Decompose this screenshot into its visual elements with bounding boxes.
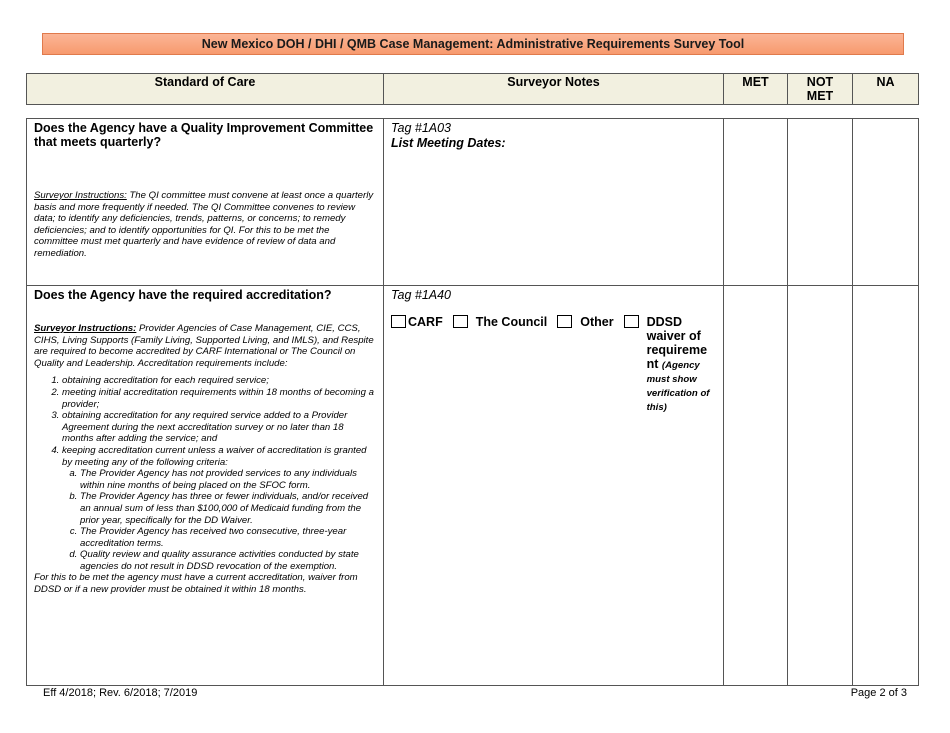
survey-table [26, 118, 919, 686]
council-option[interactable]: The Council [453, 315, 548, 329]
notes-cell-accreditation[interactable] [384, 286, 724, 686]
surveyor-instructions-accreditation: Surveyor Instructions: Provider Agencies of Case Management, CIE, CCS, CIHS, Living Supports (Family Living, Supported Living, and IMLS), and Respite are required to become accredited by CARF International or The Council on Quality and Leadership. Accreditation requirements include: [34, 323, 374, 369]
table-row [27, 286, 919, 686]
list-item: a. The Provider Agency has not provided services to any individuals within nine months of being placed on the SFOC form. [80, 468, 376, 491]
table-row [27, 119, 919, 286]
list-item: c. The Provider Agency has received two consecutive, three-year accreditation terms. [80, 526, 376, 549]
accreditation-options [385, 315, 722, 413]
header-not-met: NOT MET [788, 74, 853, 105]
na-cell-qi[interactable] [853, 119, 919, 286]
header-surveyor-notes: Surveyor Notes [384, 74, 724, 105]
list-item: 2. meeting initial accreditation requirements within 18 months of becoming a provider; [62, 387, 376, 410]
not-met-cell-accreditation[interactable] [788, 286, 853, 686]
surveyor-instructions-qi: Surveyor Instructions: The QI committee must convene at least once a quarterly basis and more frequently if needed. The QI Committee convenes to review data; to identify any deficiencies, trends, patterns, or concerns; to remedy deficiencies; and to identify opportunities for QI. For this to be met the committee must met quarterly and have evidence of review of data and remediation. [34, 190, 374, 259]
met-cell-qi[interactable] [724, 119, 788, 286]
met-cell-accreditation[interactable] [724, 286, 788, 686]
footer-page-number: Page 2 of 3 [850, 687, 907, 699]
accreditation-closing-text: For this to be met the agency must have a current accreditation, waiver from DDSD or if a new provider must be obtained it within 18 months. [34, 572, 358, 596]
ddsd-verification-note: (Agency must show verification of this) [646, 360, 710, 413]
standard-cell-accreditation [27, 286, 384, 686]
list-item: 1. obtaining accreditation for each required service; [62, 375, 376, 387]
list-item: 4. keeping accreditation current unless a waiver of accreditation is granted by meeting any of the following criteria: a. The Provider Agency has not provided services to any individuals within nine months of being placed on the SFOC form. b. The Provider Agency has three or fewer individuals, and/or received an annual sum of less than $100,000 of Medicaid funding from the prior year, specifically for the DD Waiver. c. The Provider Agency has received two consecutive, three-year accreditation terms. d. Quality review and quality assurance activities conducted by state agencies do not result in DDSD revocation of the exemption. [62, 445, 376, 573]
council-checkbox[interactable] [453, 315, 468, 328]
header-na: NA [853, 74, 919, 105]
other-checkbox[interactable] [557, 315, 572, 328]
column-header-table [26, 73, 919, 105]
header-standard-of-care: Standard of Care [27, 74, 384, 105]
tag-1a40: Tag #1A40 [391, 288, 452, 302]
not-met-cell-qi[interactable] [788, 119, 853, 286]
tag-1a03: Tag #1A03 [391, 121, 452, 135]
list-item: 3. obtaining accreditation for any required service added to a Provider Agreement during the next accreditation survey or no later than 18 months after adding the service; and [62, 410, 376, 445]
notes-cell-qi-committee[interactable] [384, 119, 724, 286]
question-accreditation: Does the Agency have the required accreditation? [34, 288, 332, 302]
question-qi-committee: Does the Agency have a Quality Improvement Committee that meets quarterly? [34, 121, 374, 149]
document-title-banner: New Mexico DOH / DHI / QMB Case Management: Administrative Requirements Survey Tool [42, 33, 904, 55]
carf-checkbox[interactable] [391, 315, 406, 328]
ddsd-checkbox[interactable] [624, 315, 639, 328]
list-item: b. The Provider Agency has three or fewer individuals, and/or received an annual sum of less than $100,000 of Medicaid funding from the prior year, specifically for the DD Waiver. [80, 491, 376, 526]
list-meeting-dates-label: List Meeting Dates: [391, 136, 506, 150]
ddsd-waiver-option[interactable] [624, 315, 713, 413]
footer-revision: Eff 4/2018; Rev. 6/2018; 7/2019 [43, 687, 198, 699]
ddsd-waiver-label: DDSD waiver of requireme nt [646, 315, 708, 371]
other-option[interactable]: Other [557, 315, 613, 329]
list-item: d. Quality review and quality assurance activities conducted by state agencies do not result in DDSD revocation of the exemption. [80, 549, 376, 572]
header-met: MET [724, 74, 788, 105]
standard-cell-qi-committee [27, 119, 384, 286]
accreditation-requirements-list [28, 375, 382, 595]
carf-option[interactable]: CARF [391, 315, 443, 329]
na-cell-accreditation[interactable] [853, 286, 919, 686]
